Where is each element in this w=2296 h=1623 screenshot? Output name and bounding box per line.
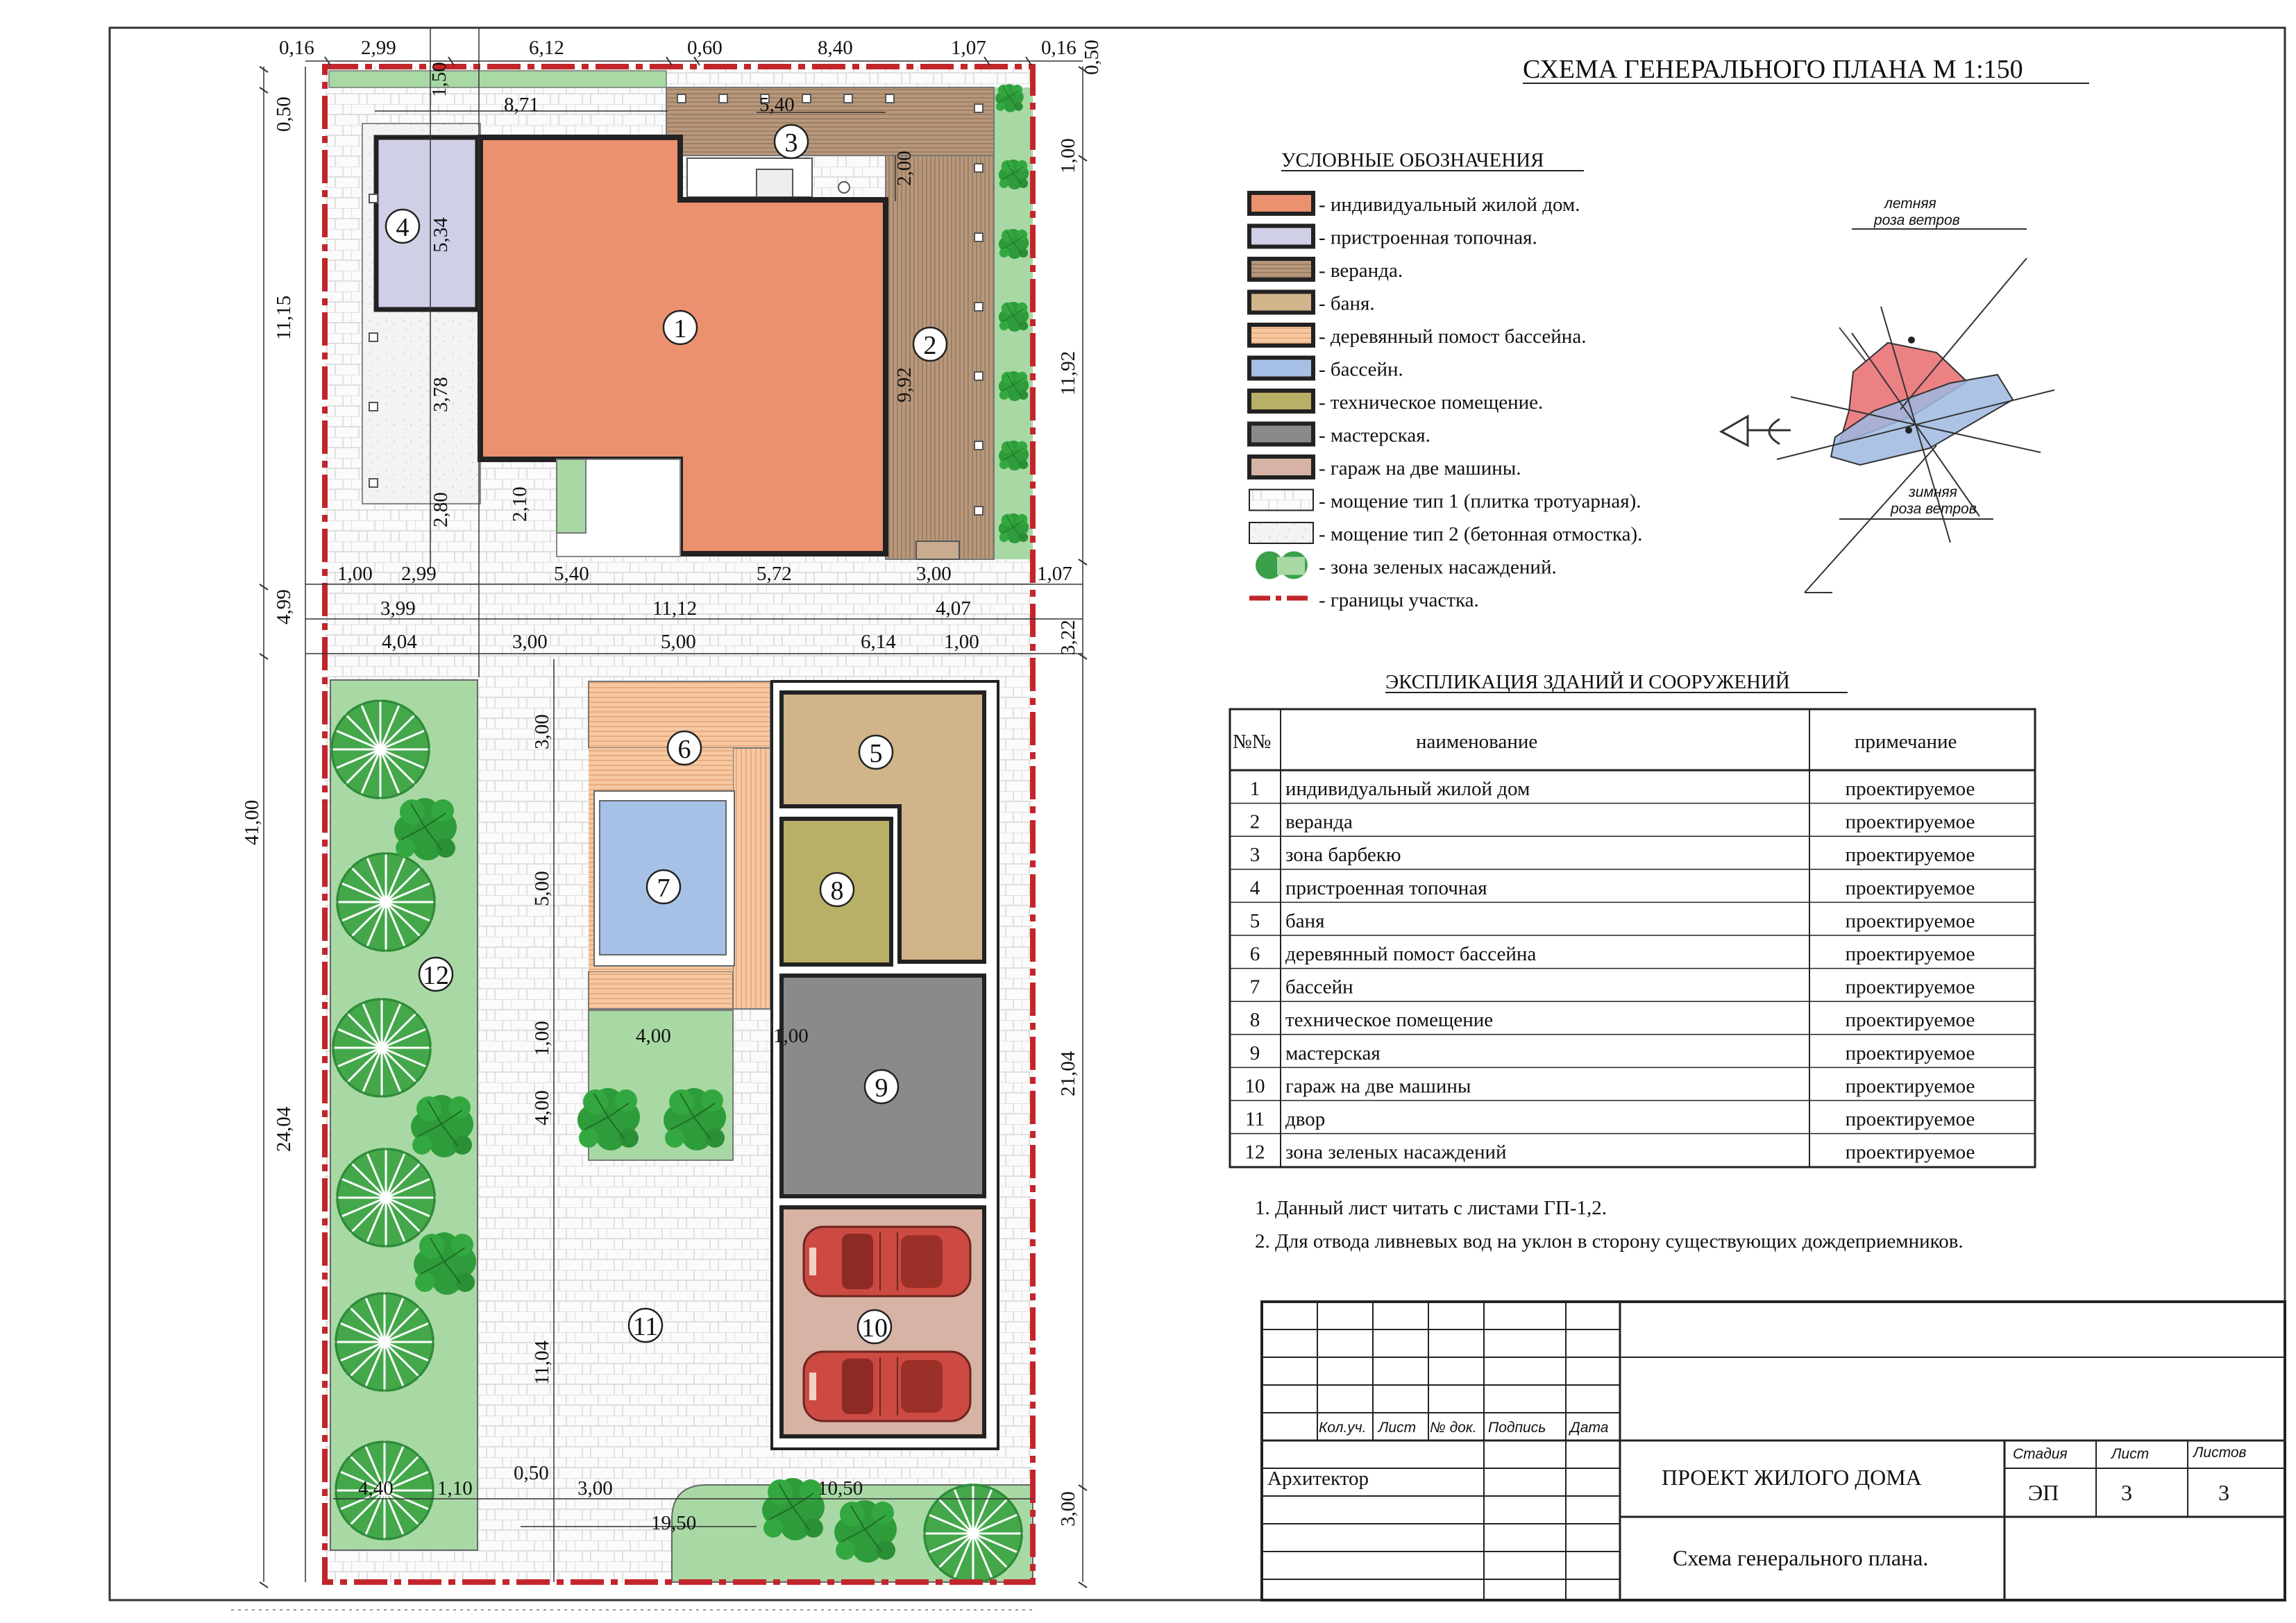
- col-name-header: наименование: [1416, 731, 1538, 753]
- row-name: зона барбекю: [1285, 844, 1401, 867]
- sheet-value: 3: [2121, 1480, 2132, 1505]
- dim: 11,15: [273, 295, 295, 340]
- tree-icon: [332, 998, 432, 1098]
- winter-rose-label: роза ветров: [1891, 501, 1977, 517]
- note-2: 2. Для отвода ливневых вод на уклон в сторону существующих дождеприемников.: [1255, 1230, 1964, 1252]
- dim: 0,16: [1041, 37, 1077, 59]
- dim: 0,60: [687, 37, 723, 59]
- legend-label: - мощение тип 2 (бетонная отмостка).: [1319, 523, 1643, 545]
- row-number: 10: [1244, 1075, 1265, 1098]
- tree-icon: [336, 852, 436, 952]
- row-note: проектируемое: [1845, 810, 1975, 833]
- row-name: пристроенная топочная: [1285, 876, 1487, 899]
- row-note: проектируемое: [1845, 1108, 1975, 1130]
- legend-swatch: [1249, 457, 1313, 477]
- stamp-col: Кол.уч.: [1319, 1420, 1367, 1436]
- col-note-header: примечание: [1855, 731, 1957, 753]
- row-number: 5: [1249, 910, 1260, 933]
- row-name: техническое помещение: [1285, 1009, 1494, 1032]
- winter-rose-label: зимняя: [1909, 484, 1957, 500]
- legend-swatch: [1249, 325, 1313, 346]
- dim: 2,99: [401, 563, 437, 585]
- sheets-value: 3: [2218, 1480, 2229, 1505]
- legend-label: - веранда.: [1319, 260, 1403, 282]
- site-plan: [241, 28, 1103, 1588]
- note-1: 1. Данный лист читать с листами ГП-1,2.: [1255, 1197, 1607, 1219]
- bush-icon: [834, 1500, 897, 1563]
- legend-swatch: [1249, 226, 1313, 247]
- row-number: 1: [1249, 778, 1260, 800]
- dim: 0,50: [273, 96, 295, 132]
- row-number: 9: [1249, 1042, 1260, 1064]
- tree-icon: [330, 699, 430, 799]
- legend-label: - деревянный помост бассейна.: [1319, 325, 1587, 348]
- dim: 0,50: [1081, 40, 1103, 75]
- sheet-header: Лист: [2111, 1446, 2150, 1462]
- legend-label: - границы участка.: [1319, 589, 1479, 611]
- row-note: проектируемое: [1845, 844, 1975, 867]
- dim: 4,99: [273, 589, 295, 624]
- row-note: проектируемое: [1845, 876, 1975, 899]
- row-note: проектируемое: [1845, 943, 1975, 965]
- legend-label: - гараж на две машины.: [1319, 457, 1521, 479]
- bush-icon: [394, 798, 457, 860]
- row-name: двор: [1285, 1108, 1326, 1130]
- legend-label: - техническое помещение.: [1319, 391, 1544, 414]
- stage-value: ЭП: [2028, 1480, 2059, 1505]
- row-note: проектируемое: [1845, 976, 1975, 999]
- legend-swatch: [1249, 358, 1313, 379]
- dim: 2,99: [361, 37, 396, 59]
- dim: 2,00: [893, 151, 915, 186]
- dim: 10,50: [818, 1477, 863, 1499]
- legend-label: - пристроенная топочная.: [1319, 226, 1537, 249]
- legend-swatch: [1249, 424, 1313, 445]
- stamp-col: Подпись: [1488, 1420, 1546, 1436]
- object-number: 4: [396, 213, 410, 242]
- row-name: деревянный помост бассейна: [1285, 943, 1537, 965]
- dim: 5,00: [531, 871, 553, 906]
- dim: 1,07: [951, 37, 986, 59]
- legend-label: - бассейн.: [1319, 358, 1403, 381]
- dim: 4,40: [358, 1477, 394, 1499]
- dim: 3,00: [916, 563, 952, 585]
- object-number: 11: [632, 1312, 659, 1341]
- bush-icon: [664, 1088, 726, 1150]
- object-number: 3: [784, 128, 798, 158]
- project-name: ПРОЕКТ ЖИЛОГО ДОМА: [1662, 1465, 1922, 1490]
- dim: 5,00: [661, 631, 696, 653]
- dim: 6,14: [861, 631, 896, 653]
- row-name: индивидуальный жилой дом: [1285, 778, 1530, 800]
- tree-icon: [335, 1292, 434, 1392]
- tree-icon: [336, 1148, 436, 1248]
- dim: 2,10: [509, 486, 531, 522]
- dim: 3,78: [430, 377, 452, 412]
- dim: 3,99: [380, 597, 416, 620]
- wind-rose: [1721, 196, 2054, 593]
- legend-swatch: [1249, 490, 1313, 511]
- legend-swatch: [1249, 391, 1313, 411]
- sheets-header: Листов: [2193, 1445, 2247, 1461]
- legend-label: - мастерская.: [1319, 424, 1430, 447]
- dim: 1,00: [944, 631, 979, 653]
- col-num-header: №№: [1233, 731, 1272, 753]
- legend-label: - индивидуальный жилой дом.: [1319, 194, 1580, 216]
- row-note: проектируемое: [1845, 1141, 1975, 1164]
- row-number: 2: [1249, 810, 1260, 833]
- summer-rose-label: роза ветров: [1874, 212, 1960, 228]
- dim: 6,12: [529, 37, 564, 59]
- object-number: 12: [423, 961, 449, 990]
- dim: 4,07: [936, 597, 971, 620]
- sheet-name: Схема генерального плана.: [1673, 1545, 1929, 1570]
- dim: 4,04: [382, 631, 417, 653]
- row-number: 8: [1249, 1009, 1260, 1032]
- dim: 1,50: [428, 62, 450, 97]
- explication-heading: ЭКСПЛИКАЦИЯ ЗДАНИЙ И СООРУЖЕНИЙ: [1385, 671, 1790, 693]
- row-number: 6: [1249, 943, 1260, 965]
- legend-label: - баня.: [1319, 292, 1375, 315]
- object-number: 10: [861, 1314, 888, 1343]
- row-name: бассейн: [1285, 976, 1353, 999]
- row-name: зона зеленых насаждений: [1285, 1141, 1507, 1164]
- dim: 8,71: [504, 94, 539, 116]
- sheet-title: СХЕМА ГЕНЕРАЛЬНОГО ПЛАНА М 1:150: [1523, 55, 2023, 84]
- dim: 3,00: [577, 1477, 613, 1499]
- dim: 11,12: [652, 597, 698, 620]
- dim: 3,00: [531, 714, 553, 749]
- dim: 2,80: [430, 492, 452, 527]
- row-name: баня: [1285, 910, 1325, 933]
- dim: 0,16: [279, 37, 314, 59]
- explication-table: [1230, 671, 2035, 1167]
- dim: 3,00: [512, 631, 548, 653]
- dim: 24,04: [273, 1106, 295, 1152]
- object-number: 1: [673, 314, 687, 343]
- dim: 5,40: [759, 94, 795, 116]
- dim: 4,00: [531, 1090, 553, 1125]
- legend-heading: УСЛОВНЫЕ ОБОЗНАЧЕНИЯ: [1281, 149, 1544, 171]
- row-note: проектируемое: [1845, 910, 1975, 933]
- stamp-col: Лист: [1378, 1420, 1417, 1436]
- dim: 0,50: [514, 1462, 549, 1484]
- dim: 1,00: [1057, 138, 1079, 173]
- dim: 11,92: [1057, 350, 1079, 396]
- dim: 1,00: [531, 1021, 553, 1056]
- dim: 9,92: [893, 367, 915, 402]
- legend-swatch: [1249, 292, 1313, 313]
- row-name: веранда: [1285, 810, 1353, 833]
- object-number: 7: [657, 874, 670, 903]
- bush-icon: [577, 1088, 640, 1150]
- object-number: 9: [875, 1073, 888, 1103]
- dim: 5,40: [554, 563, 589, 585]
- row-number: 7: [1249, 976, 1260, 999]
- row-number: 3: [1249, 844, 1260, 867]
- object-number: 2: [923, 331, 937, 360]
- bush-icon: [411, 1095, 473, 1157]
- bush-icon: [995, 84, 1024, 112]
- dim: 3,00: [1057, 1491, 1079, 1527]
- row-number: 12: [1244, 1141, 1265, 1164]
- dim: 1,00: [773, 1025, 809, 1047]
- dim: 5,34: [430, 217, 452, 253]
- dim: 11,04: [531, 1340, 553, 1385]
- summer-rose-label: летняя: [1884, 196, 1936, 212]
- dim: 19,50: [651, 1512, 697, 1534]
- dim: 1,07: [1037, 563, 1072, 585]
- legend: [1249, 149, 1642, 611]
- dim: 1,10: [437, 1477, 473, 1499]
- dim: 41,00: [241, 799, 263, 845]
- row-name: мастерская: [1285, 1042, 1381, 1064]
- row-note: проектируемое: [1845, 778, 1975, 800]
- car-icon: [804, 1227, 970, 1296]
- bush-icon: [414, 1232, 476, 1295]
- stamp-col: № док.: [1430, 1420, 1477, 1436]
- bush-icon: [762, 1478, 825, 1540]
- row-note: проектируемое: [1845, 1042, 1975, 1064]
- legend-label: - зона зеленых насаждений.: [1319, 556, 1557, 579]
- row-number: 4: [1249, 876, 1260, 899]
- object-number: 5: [869, 739, 883, 768]
- row-note: проектируемое: [1845, 1075, 1975, 1098]
- row-number: 11: [1245, 1108, 1265, 1130]
- dim: 5,72: [757, 563, 792, 585]
- legend-swatch: [1249, 193, 1313, 214]
- architect-label: Архитектор: [1267, 1468, 1369, 1490]
- object-number: 8: [830, 876, 844, 906]
- legend-label: - мощение тип 1 (плитка тротуарная).: [1319, 490, 1641, 513]
- dim: 1,00: [337, 563, 373, 585]
- dim: 21,04: [1057, 1051, 1079, 1096]
- legend-swatch: [1249, 522, 1313, 543]
- stamp-col: Дата: [1570, 1420, 1609, 1436]
- stage-header: Стадия: [2013, 1446, 2068, 1462]
- legend-swatch: [1249, 259, 1313, 280]
- dim: 8,40: [818, 37, 853, 59]
- row-name: гараж на две машины: [1285, 1075, 1471, 1098]
- dim: 3,22: [1057, 620, 1079, 655]
- row-note: проектируемое: [1845, 1009, 1975, 1032]
- car-icon: [804, 1352, 970, 1421]
- object-number: 6: [677, 735, 691, 764]
- dim: 4,00: [636, 1025, 671, 1047]
